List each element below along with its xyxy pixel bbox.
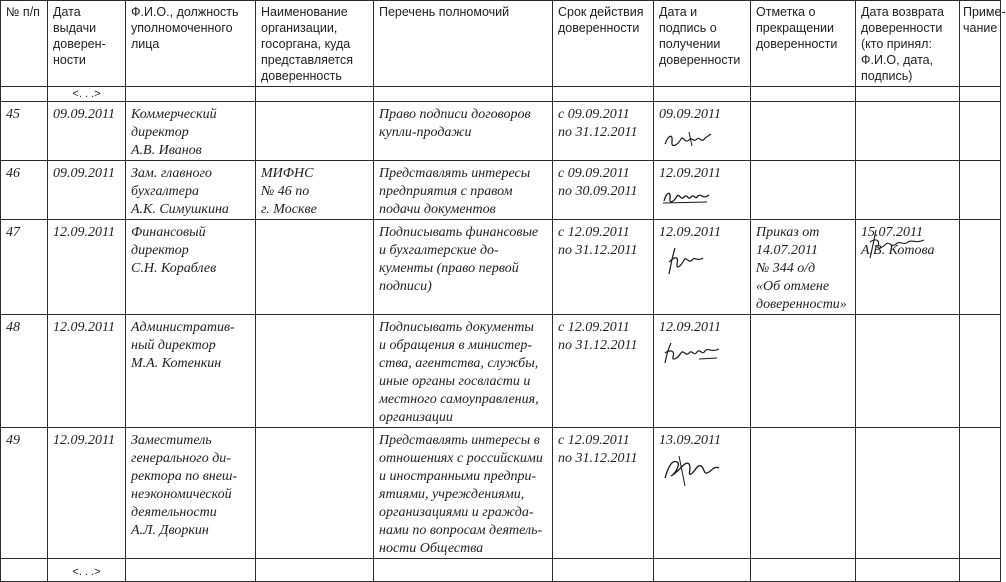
signature-icon	[862, 226, 932, 266]
note-cell	[960, 428, 1001, 559]
row-number: 49	[1, 428, 48, 559]
signature-icon	[659, 452, 746, 488]
signature-icon	[659, 185, 746, 207]
powers-cell: Подписывать финансовые и бухгалтерские до- кументы (право первой подписи)	[374, 220, 553, 315]
term-cell: с 12.09.2011 по 31.12.2011	[553, 220, 654, 315]
received-cell: 13.09.2011	[654, 428, 751, 559]
returned-cell	[856, 428, 960, 559]
header-person: Ф.И.О., должность уполномоченного лица	[126, 1, 256, 87]
organization-cell	[256, 102, 374, 161]
person-cell: Зам. главного бухгалтера А.К. Симушкина	[126, 161, 256, 220]
row-number: 45	[1, 102, 48, 161]
received-cell: 12.09.2011	[654, 315, 751, 428]
header-number: № п/п	[1, 1, 48, 87]
received-cell: 12.09.2011	[654, 220, 751, 315]
received-cell: 09.09.2011	[654, 102, 751, 161]
returned-cell	[856, 102, 960, 161]
note-cell	[960, 102, 1001, 161]
term-cell: с 12.09.2011 по 31.12.2011	[553, 428, 654, 559]
terminated-cell	[751, 428, 856, 559]
organization-cell	[256, 315, 374, 428]
row-number: 46	[1, 161, 48, 220]
issue-date: 09.09.2011	[48, 102, 126, 161]
ellipsis-row	[1, 559, 1001, 582]
note-cell	[960, 220, 1001, 315]
returned-cell: 15.07.2011 А.В. Котова	[856, 220, 960, 315]
organization-cell	[256, 220, 374, 315]
returned-cell	[856, 315, 960, 428]
signature-icon	[659, 126, 746, 152]
table-row	[1, 220, 1001, 315]
header-returned: Дата возврата доверенности (кто принял: Ф.И.О, дата, подпись)	[856, 1, 960, 87]
header-organization: Наименование организации, госоргана, куда представляется доверенность	[256, 1, 374, 87]
header-term: Срок действия доверенности	[553, 1, 654, 87]
header-terminated: Отметка о прекращении доверенности	[751, 1, 856, 87]
signature-icon	[659, 339, 746, 367]
received-cell: 12.09.2011	[654, 161, 751, 220]
signature-icon	[659, 244, 746, 278]
returned-cell	[856, 161, 960, 220]
terminated-cell	[751, 102, 856, 161]
term-cell: с 09.09.2011 по 30.09.2011	[553, 161, 654, 220]
organization-cell	[256, 428, 374, 559]
powers-cell: Представлять интересы в отношениях с российскими и иностранными предпри- ятиями, учреждениями, организациями и гражда- нами по вопросам деятель- ности Общества	[374, 428, 553, 559]
person-cell: Коммерческий директор А.В. Иванов	[126, 102, 256, 161]
powers-cell: Подписывать документы и обращения в министер- ства, агентства, службы, иные органы госвласти и местного самоуправления, организации	[374, 315, 553, 428]
person-cell: Административ- ный директор М.А. Котенкин	[126, 315, 256, 428]
header-issue-date: Дата выдачи доверенности	[48, 1, 126, 87]
person-cell: Финансовый директор С.Н. Кораблев	[126, 220, 256, 315]
terminated-cell	[751, 315, 856, 428]
table-row	[1, 161, 1001, 220]
term-cell: с 12.09.2011 по 31.12.2011	[553, 315, 654, 428]
powers-cell: Право подписи договоров купли-продажи	[374, 102, 553, 161]
ellipsis-row	[1, 87, 1001, 102]
header-note: Примечание	[960, 1, 1001, 87]
table-row	[1, 428, 1001, 559]
powers-cell: Представлять интересы предприятия с правом подачи документов	[374, 161, 553, 220]
header-row	[1, 1, 1001, 87]
note-cell	[960, 315, 1001, 428]
term-cell: с 09.09.2011 по 31.12.2011	[553, 102, 654, 161]
issue-date: 09.09.2011	[48, 161, 126, 220]
table-row	[1, 102, 1001, 161]
row-number: 47	[1, 220, 48, 315]
ellipsis-mark: <. . .>	[72, 566, 101, 578]
issue-date: 12.09.2011	[48, 315, 126, 428]
table-row	[1, 315, 1001, 428]
terminated-cell: Приказ от 14.07.2011 № 344 о/д «Об отмене доверенности»	[751, 220, 856, 315]
row-number: 48	[1, 315, 48, 428]
issue-date: 12.09.2011	[48, 220, 126, 315]
note-cell	[960, 161, 1001, 220]
terminated-cell	[751, 161, 856, 220]
header-received: Дата и подпись о получении доверенности	[654, 1, 751, 87]
ellipsis-mark: <. . .>	[72, 88, 101, 100]
issue-date: 12.09.2011	[48, 428, 126, 559]
person-cell: Заместитель генерального ди- ректора по внеш- неэкономической деятельности А.Л. Дворкин	[126, 428, 256, 559]
organization-cell: МИФНС № 46 по г. Москве	[256, 161, 374, 220]
header-powers: Перечень полномочий	[374, 1, 553, 87]
